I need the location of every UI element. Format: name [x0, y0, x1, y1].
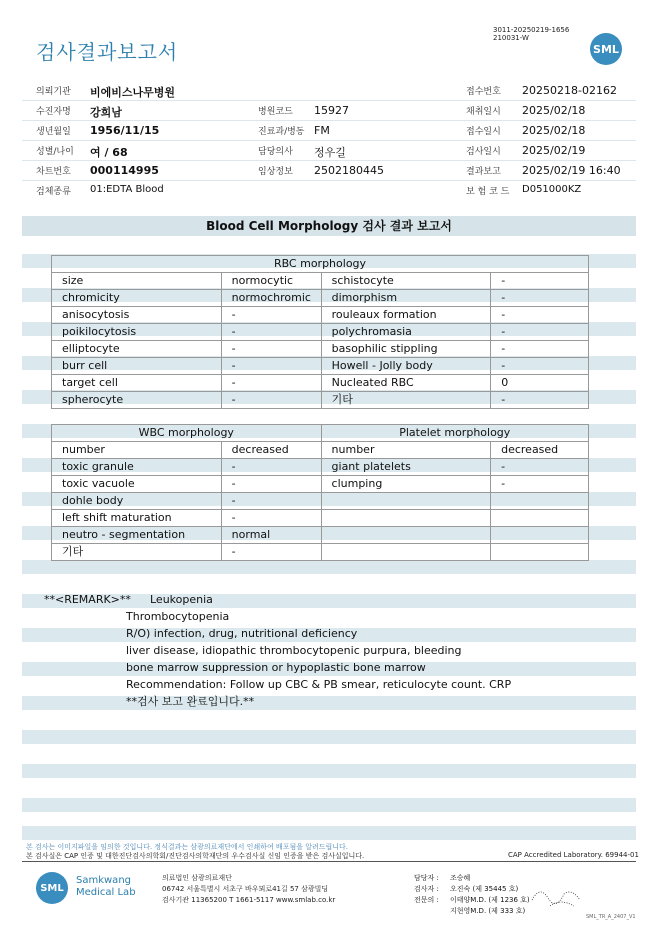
receipt-date-label: 접수일시: [466, 127, 501, 137]
cell: -: [221, 476, 321, 493]
table-row: [52, 510, 589, 527]
table-row: [52, 527, 589, 544]
examinee-value: 강희남: [90, 106, 122, 119]
birth-value: 1956/11/15: [90, 124, 160, 137]
cell: -: [491, 358, 589, 375]
company-name-en: [76, 875, 136, 899]
row-band: [22, 826, 636, 840]
signature-scribble: [530, 880, 590, 912]
remark-label: **<REMARK>**: [44, 593, 131, 606]
info-row-6: [22, 180, 636, 200]
remark-line: Thrombocytopenia: [126, 610, 230, 623]
cell: left shift maturation: [52, 510, 222, 527]
test-date-value: 2025/02/19: [522, 144, 586, 157]
handler-label: 담당자 :: [414, 874, 439, 882]
cell: anisocytosis: [52, 307, 222, 324]
rbc-morphology-table: [51, 255, 589, 409]
cell: rouleaux formation: [321, 307, 491, 324]
dept-value: FM: [314, 124, 330, 137]
table-row: [52, 476, 589, 493]
cell: elliptocyte: [52, 341, 222, 358]
sml-logo: SML: [590, 33, 622, 65]
cell: dohle body: [52, 493, 222, 510]
cell: -: [491, 476, 589, 493]
cell: -: [491, 341, 589, 358]
cell: chromicity: [52, 290, 222, 307]
collect-date-value: 2025/02/18: [522, 104, 586, 117]
institute-info: 검사기관 11365200 T 1661-5117 www.smlab.co.kr: [162, 896, 336, 904]
specialist-value-2: 지현영M.D. (제 333 호): [450, 907, 526, 915]
sex-age-label: 성별/나이: [36, 147, 74, 157]
row-band: [22, 764, 636, 778]
table-row: [52, 341, 589, 358]
specimen-label: 검체종류: [36, 187, 71, 197]
cell: size: [52, 273, 222, 290]
doctor-label: 담당의사: [258, 147, 293, 157]
cell: 0: [491, 375, 589, 392]
cell: [491, 527, 589, 544]
org-address: 06742 서울특별시 서초구 바우뫼로41길 57 삼광빌딩: [162, 885, 329, 893]
sex-age-value: 여 / 68: [90, 146, 128, 159]
chart-no-value: 000114995: [90, 164, 159, 177]
cap-accreditation: CAP Accredited Laboratory. 69944-01: [508, 851, 639, 859]
remark-line: Recommendation: Follow up CBC & PB smear, reticulocyte count. CRP: [126, 678, 512, 691]
table-row: [52, 375, 589, 392]
cell: dimorphism: [321, 290, 491, 307]
section-title: Blood Cell Morphology 검사 결과 보고서: [22, 216, 636, 236]
handler-value: 조승혜: [450, 874, 471, 882]
hospital-code-value: 15927: [314, 104, 349, 117]
remark-line: **검사 보고 완료입니다.**: [126, 695, 255, 708]
specialist-value-1: 이태양M.D. (제 1236 호): [450, 896, 530, 904]
report-title: 검사결과보고서: [36, 40, 179, 64]
table-row: [52, 307, 589, 324]
tester-value: 오진숙 (제 35445 호): [450, 885, 519, 893]
cell: toxic granule: [52, 459, 222, 476]
remark-line: bone marrow suppression or hypoplastic bone marrow: [126, 661, 426, 674]
document-id-line1: 3011-20250219-1656: [493, 26, 570, 34]
remark-line: liver disease, idiopathic thrombocytopenic purpura, bleeding: [126, 644, 462, 657]
cell: -: [491, 392, 589, 409]
collect-date-label: 채취일시: [466, 107, 501, 117]
cell: -: [491, 307, 589, 324]
cell: spherocyte: [52, 392, 222, 409]
cell: -: [221, 307, 321, 324]
cell: [321, 493, 491, 510]
clinical-value: 2502180445: [314, 164, 384, 177]
form-code: SML_TR_A_2407_V1: [586, 914, 636, 920]
cell: -: [221, 375, 321, 392]
company-name-line2: Medical Lab: [76, 887, 136, 898]
birth-label: 생년월일: [36, 127, 71, 137]
receipt-no-label: 접수번호: [466, 87, 501, 97]
cell: -: [491, 459, 589, 476]
cell: -: [221, 324, 321, 341]
cell: -: [221, 493, 321, 510]
info-row-4: [22, 140, 636, 161]
cell: normal: [221, 527, 321, 544]
cell: clumping: [321, 476, 491, 493]
cell: -: [221, 544, 321, 561]
remark-line: R/O) infection, drug, nutritional deficiency: [126, 627, 358, 640]
rbc-table-title: RBC morphology: [52, 256, 589, 273]
info-row-1: [22, 80, 636, 101]
cell: -: [221, 510, 321, 527]
cell: [491, 544, 589, 561]
cell: Howell - Jolly body: [321, 358, 491, 375]
cell: basophilic stippling: [321, 341, 491, 358]
cell: schistocyte: [321, 273, 491, 290]
footer-notice-2: 본 검사실은 CAP 인증 및 대한진단검사의학회/진단검사의학재단의 우수검사실 신임 인증을 받은 검사실입니다.: [26, 852, 365, 860]
cell: decreased: [221, 442, 321, 459]
cell: poikilocytosis: [52, 324, 222, 341]
row-band: [22, 696, 636, 710]
company-name-line1: Samkwang: [76, 875, 131, 886]
table-row: [52, 290, 589, 307]
cell: 기타: [321, 392, 491, 409]
remark-line: Leukopenia: [150, 593, 213, 606]
institution-label: 의뢰기관: [36, 87, 71, 97]
cell: normocytic: [221, 273, 321, 290]
sml-footer-logo: SML: [36, 872, 68, 904]
cell: -: [221, 392, 321, 409]
cell: [491, 510, 589, 527]
cell: 기타: [52, 544, 222, 561]
cell: target cell: [52, 375, 222, 392]
row-band: [22, 560, 636, 574]
report-date-label: 결과보고: [466, 167, 501, 177]
info-row-5: [22, 160, 636, 181]
insurance-label: 보 험 코 드: [466, 187, 510, 197]
row-band: [22, 730, 636, 744]
footer-divider: [22, 861, 636, 862]
org-name: 의료법인 삼광의료재단: [162, 874, 232, 882]
receipt-no-value: 20250218-02162: [522, 84, 617, 97]
cell: -: [221, 358, 321, 375]
cell: [491, 493, 589, 510]
table-row: [52, 358, 589, 375]
insurance-value: D051000KZ: [522, 184, 582, 195]
cell: normochromic: [221, 290, 321, 307]
cell: number: [321, 442, 491, 459]
document-id: [493, 26, 569, 42]
tester-label: 검사자 :: [414, 885, 439, 893]
specimen-value: 01:EDTA Blood: [90, 184, 164, 195]
footer-notice-1: 본 검사는 이미지파일을 임의한 것입니다. 정식결과는 삼광의료재단에서 인쇄하여 배포됨을 알려드립니다.: [26, 843, 349, 851]
cell: -: [221, 341, 321, 358]
cell: decreased: [491, 442, 589, 459]
cell: toxic vacuole: [52, 476, 222, 493]
cell: burr cell: [52, 358, 222, 375]
info-row-2: [22, 100, 636, 121]
specialist-label: 전문의 :: [414, 896, 439, 904]
cell: neutro - segmentation: [52, 527, 222, 544]
receipt-date-value: 2025/02/18: [522, 124, 586, 137]
document-id-line2: 210031-W: [493, 34, 529, 42]
table-row: [52, 459, 589, 476]
info-row-3: [22, 120, 636, 141]
clinical-label: 임상정보: [258, 167, 293, 177]
cell: [321, 527, 491, 544]
cell: -: [491, 273, 589, 290]
wbc-platelet-morphology-table: [51, 424, 589, 561]
platelet-table-title: Platelet morphology: [321, 425, 588, 442]
cell: polychromasia: [321, 324, 491, 341]
cell: number: [52, 442, 222, 459]
row-band: [22, 798, 636, 812]
institution-value: 비에비스나무병원: [90, 86, 176, 99]
cell: [321, 510, 491, 527]
table-row: [52, 442, 589, 459]
test-date-label: 검사일시: [466, 147, 501, 157]
cell: Nucleated RBC: [321, 375, 491, 392]
cell: -: [491, 324, 589, 341]
dept-label: 진료과/병동: [258, 127, 305, 137]
hospital-code-label: 병원코드: [258, 107, 293, 117]
report-date-value: 2025/02/19 16:40: [522, 164, 621, 177]
table-row: [52, 493, 589, 510]
table-row: [52, 392, 589, 409]
examinee-label: 수진자명: [36, 107, 71, 117]
table-row: [52, 273, 589, 290]
table-row: [52, 544, 589, 561]
doctor-value: 정우길: [314, 146, 346, 159]
cell: [321, 544, 491, 561]
chart-no-label: 차트번호: [36, 167, 71, 177]
wbc-table-title: WBC morphology: [52, 425, 322, 442]
table-row: [52, 324, 589, 341]
cell: -: [221, 459, 321, 476]
cell: -: [491, 290, 589, 307]
cell: giant platelets: [321, 459, 491, 476]
